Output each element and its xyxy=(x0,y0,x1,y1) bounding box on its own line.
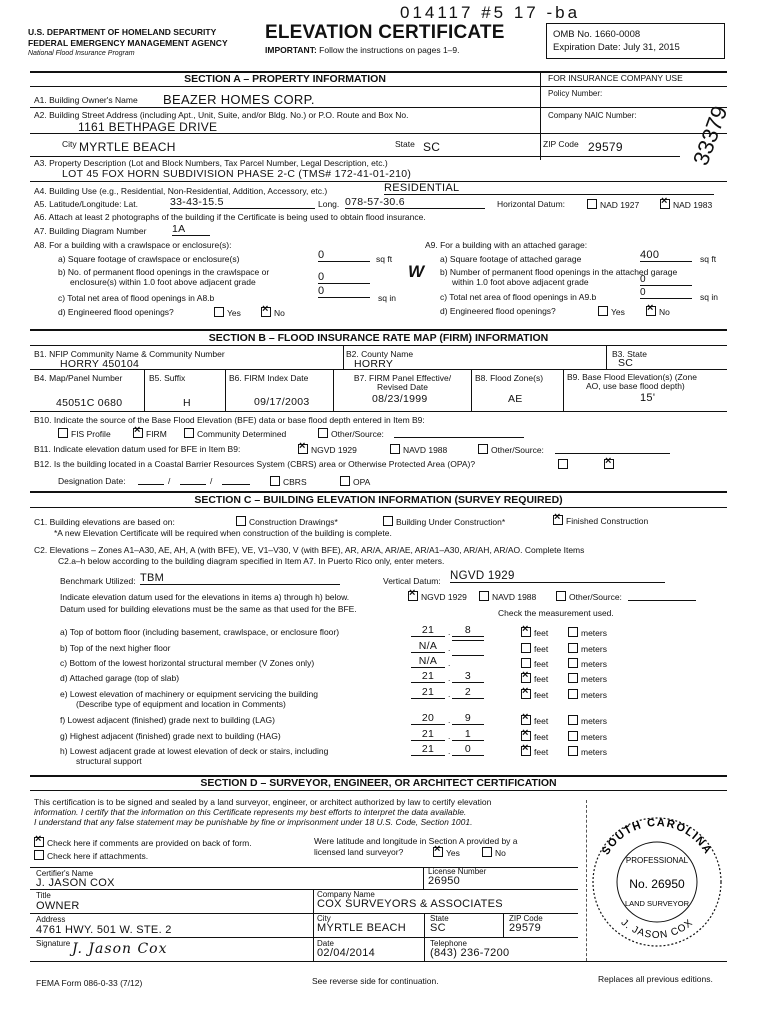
agency-line-1: U.S. DEPARTMENT OF HOMELAND SECURITY xyxy=(28,27,217,37)
naic-number-label: Company NAIC Number: xyxy=(548,111,637,120)
elevation-value-whole: 20 xyxy=(411,712,445,725)
a8c-unit: sq in xyxy=(378,293,396,303)
elevation-value-decimal: 1 xyxy=(452,728,484,741)
license-number: 26950 xyxy=(428,875,461,887)
a3-label: A3. Property Description (Lot and Block Numbers, Tax Parcel Number, Legal Description, etc.) xyxy=(34,158,388,168)
b9-label-2: AO, use base flood depth) xyxy=(586,381,685,391)
unit-meters-option[interactable]: meters xyxy=(568,731,607,742)
a1-owner-name: BEAZER HOMES CORP. xyxy=(163,92,315,107)
agency-line-3: National Flood Insurance Program xyxy=(28,50,135,57)
elevation-value-decimal: 8 xyxy=(452,624,484,637)
b3-state: SC xyxy=(618,357,634,369)
c2-other-option[interactable]: Other/Source: xyxy=(556,591,622,602)
a9-label: A9. For a building with an attached garage: xyxy=(425,240,588,250)
seal-bottom-1: LAND SURVEYOR xyxy=(624,899,690,908)
city-label: City xyxy=(62,139,77,149)
b6-firm-index-date: 09/17/2003 xyxy=(254,396,310,408)
company-label: Company Name xyxy=(317,890,375,899)
seal-box xyxy=(586,800,727,961)
b7-label-2: Revised Date xyxy=(376,382,429,392)
elevation-row-label: c) Bottom of the lowest horizontal structural member (V Zones only) xyxy=(60,658,315,668)
b3-label: B3. State xyxy=(612,349,647,359)
a4-label: A4. Building Use (e.g., Residential, Non-Residential, Addition, Accessory, etc.) xyxy=(34,186,328,196)
d-state-value: SC xyxy=(430,922,446,934)
b5-label: B5. Suffix xyxy=(149,373,186,383)
c2-label-2: C2.a–h below according to the building diagram specified in Item A7. In Puerto Rico only, enter meters. xyxy=(58,556,445,566)
b10-label: B10. Indicate the source of the Base Flood Elevation (BFE) data or base flood depth entered in Item B9: xyxy=(34,415,425,425)
a2-label: A2. Building Street Address (including Apt., Unit, Suite, and/or Bldg. No.) or P.O. Route and Box No. xyxy=(34,110,409,120)
elevation-row-label: a) Top of bottom floor (including basement, crawlspace, or enclosure floor) xyxy=(60,627,340,637)
handwritten-reference: 014117 #5 17 -ba xyxy=(400,3,581,22)
license-label: License Number xyxy=(428,867,487,876)
cert-para-2: information. I certify that the information on this Certificate represents my best efforts to interpret the data available. xyxy=(34,807,467,817)
check-measurement: Check the measurement used. xyxy=(498,608,614,618)
b11-label: B11. Indicate elevation datum used for BFE in Item B9: xyxy=(34,444,241,454)
section-d-title: SECTION D – SURVEYOR, ENGINEER, OR ARCHITECT CERTIFICATION xyxy=(200,777,557,789)
unit-feet-option[interactable]: feet xyxy=(521,643,548,654)
b11-ngvd-option[interactable]: × NGVD 1929 xyxy=(298,444,357,455)
important-note: IMPORTANT: Follow the instructions on pages 1–9. xyxy=(265,45,460,55)
elevation-value-whole: 21 xyxy=(411,624,445,637)
unit-feet-option[interactable]: × feet xyxy=(521,673,548,684)
form-number: FEMA Form 086-0-33 (7/12) xyxy=(36,978,143,988)
unit-meters-option[interactable]: meters xyxy=(568,627,607,638)
horizontal-datum-label: Horizontal Datum: xyxy=(497,199,566,209)
a8b-label-2: enclosure(s) within 1.0 foot above adjacent grade xyxy=(70,277,256,287)
elevation-value-whole: 21 xyxy=(411,670,445,683)
opa-option[interactable]: OPA xyxy=(340,476,370,487)
b4-label: B4. Map/Panel Number xyxy=(34,373,123,383)
signature: J. Jason Cox xyxy=(72,941,168,957)
date-value: 02/04/2014 xyxy=(317,947,376,959)
state-label: State xyxy=(395,139,415,149)
a8a-unit: sq ft xyxy=(376,254,393,264)
a9a-value: 400 xyxy=(640,249,692,262)
elevation-row-label: f) Lowest adjacent (finished) grade next to building (LAG) xyxy=(60,715,275,725)
b8-flood-zone: AE xyxy=(508,393,523,405)
benchmark-label: Benchmark Utilized: xyxy=(60,576,136,586)
a8-label: A8. For a building with a crawlspace or enclosure(s): xyxy=(34,240,232,250)
unit-feet-option[interactable]: × feet xyxy=(521,689,548,700)
unit-meters-option[interactable]: meters xyxy=(568,715,607,726)
seal-top-text: SOUTH CAROLINA xyxy=(599,816,715,858)
policy-number-label: Policy Number: xyxy=(548,89,603,98)
elevation-row-label: g) Highest adjacent (finished) grade next to building (HAG) xyxy=(60,731,281,741)
a7-diagram-number: 1A xyxy=(172,223,210,236)
elevation-value-decimal: 9 xyxy=(452,712,484,725)
unit-feet-option[interactable]: × feet xyxy=(521,715,548,726)
svg-text:J. JASON COX xyxy=(619,917,696,941)
elevation-row-label: b) Top of the next higher floor xyxy=(60,643,171,653)
unit-meters-option[interactable]: meters xyxy=(568,673,607,684)
unit-feet-option[interactable]: × feet xyxy=(521,731,548,742)
d-city-value: MYRTLE BEACH xyxy=(317,922,406,934)
elevation-value-decimal: 3 xyxy=(452,670,484,683)
company-name: COX SURVEYORS & ASSOCIATES xyxy=(317,898,503,910)
svg-text:SOUTH CAROLINA xyxy=(600,817,714,857)
c1-under-construction[interactable]: Building Under Construction* xyxy=(383,516,505,527)
a7-label: A7. Building Diagram Number xyxy=(34,226,147,236)
comments-check[interactable]: ×Check here if comments are provided on back of form. xyxy=(34,837,252,848)
b1-label: B1. NFIP Community Name & Community Number xyxy=(34,349,225,359)
continuation-note: See reverse side for continuation. xyxy=(312,976,439,986)
city-value: MYRTLE BEACH xyxy=(79,140,176,154)
a8b-label-1: b) No. of permanent flood openings in the crawlspace or xyxy=(58,267,270,277)
section-c-title: SECTION C – BUILDING ELEVATION INFORMATION (SURVEY REQUIRED) xyxy=(194,494,563,506)
b10-community-option[interactable]: Community Determined xyxy=(184,428,286,439)
a9b-label-2: within 1.0 foot above adjacent grade xyxy=(452,277,589,287)
a4-building-use: RESIDENTIAL xyxy=(384,182,714,195)
handwritten-w: W xyxy=(408,262,425,281)
b10-fis-option[interactable]: FIS Profile xyxy=(58,428,111,439)
unit-meters-option[interactable]: meters xyxy=(568,643,607,654)
c2-label-1: C2. Elevations – Zones A1–A30, AE, AH, A (with BFE), VE, V1–V30, V (with BFE), AR, AR/A, AR/AE, AR/A1–A30, AR/AH, AR/AO. Complete Items xyxy=(34,545,585,555)
b11-navd-option[interactable]: NAVD 1988 xyxy=(390,444,447,455)
elevation-value-whole: 21 xyxy=(411,686,445,699)
c2-datum-indicate: Indicate elevation datum used for the elevations in items a) through h) below. xyxy=(60,592,350,602)
a8b-value: 0 xyxy=(318,271,370,284)
elevation-row-label-2: structural support xyxy=(76,756,142,766)
d-zip-label: ZIP Code xyxy=(509,914,543,923)
a5-label: A5. Latitude/Longitude: Lat. xyxy=(34,199,138,209)
page-title: ELEVATION CERTIFICATE xyxy=(265,22,505,43)
b2-label: B2. County Name xyxy=(346,349,414,359)
b4-map-panel: 45051C 0680 xyxy=(56,397,123,409)
b9-label-1: B9. Base Flood Elevation(s) (Zone xyxy=(567,372,697,382)
state-value: SC xyxy=(423,140,441,154)
elevation-value-whole: 21 xyxy=(411,728,445,741)
certifier-label: Certifier's Name xyxy=(36,869,94,878)
a9b-value: 0 xyxy=(640,274,692,286)
unit-meters-option[interactable]: meters xyxy=(568,658,607,669)
a8d-yes[interactable]: Yes xyxy=(214,307,241,318)
zip-label: ZIP Code xyxy=(543,139,579,149)
c1-finished-construction[interactable]: × Finished Construction xyxy=(553,515,648,526)
c1-construction-drawings[interactable]: Construction Drawings* xyxy=(236,516,338,527)
handwritten-margin-number: 33379 xyxy=(688,102,733,169)
a8a-value: 0 xyxy=(318,249,370,262)
unit-feet-option[interactable]: × feet xyxy=(521,627,548,638)
vertical-datum-value: NGVD 1929 xyxy=(450,570,665,583)
seal-mid-text: PROFESSIONAL xyxy=(625,856,689,865)
certifier-title: OWNER xyxy=(36,900,80,912)
latlong-no[interactable]: No xyxy=(482,847,506,858)
a9c-label: c) Total net area of flood openings in A9.b xyxy=(440,292,597,302)
vertical-datum-label: Vertical Datum: xyxy=(383,576,441,586)
a9c-value: 0 xyxy=(640,287,692,299)
elevation-row-label: h) Lowest adjacent grade at lowest elevation of deck or stairs, including xyxy=(60,746,329,756)
telephone-value: (843) 236-7200 xyxy=(430,947,510,959)
unit-meters-option[interactable]: meters xyxy=(568,689,607,700)
cbrs-option[interactable]: CBRS xyxy=(270,476,307,487)
b7-label-1: B7. FIRM Panel Effective/ xyxy=(353,373,452,383)
attachments-check[interactable]: Check here if attachments. xyxy=(34,850,148,861)
replaces-note: Replaces all previous editions. xyxy=(598,974,713,984)
b11-other-option[interactable]: Other/Source: xyxy=(478,444,544,455)
latlong-yes[interactable]: × Yes xyxy=(433,847,460,858)
d-city-label: City xyxy=(317,914,331,923)
c2-ngvd-option[interactable]: × NGVD 1929 xyxy=(408,591,467,602)
telephone-label: Telephone xyxy=(430,939,467,948)
d-zip-value: 29579 xyxy=(509,922,542,934)
a9d-yes[interactable]: Yes xyxy=(598,306,625,317)
cert-para-1: This certification is to be signed and sealed by a land surveyor, engineer, or architect authorized by law to certify elevation xyxy=(34,797,492,807)
latlong-question-2: licensed land surveyor? xyxy=(314,847,404,857)
a5-long-label: Long. xyxy=(318,199,340,209)
c2-navd-option[interactable]: NAVD 1988 xyxy=(479,591,536,602)
a5-longitude: 078-57-30.6 xyxy=(345,196,485,209)
title-label: Title xyxy=(36,891,51,900)
a9a-unit: sq ft xyxy=(700,254,717,264)
seal-number: No. 26950 xyxy=(629,877,685,891)
section-a-title: SECTION A – PROPERTY INFORMATION xyxy=(184,73,386,85)
insurance-box-title: FOR INSURANCE COMPANY USE xyxy=(548,73,683,83)
designation-date-label: Designation Date: xyxy=(58,476,126,486)
a9d-no[interactable]: × No xyxy=(646,306,670,317)
b6-label: B6. FIRM Index Date xyxy=(229,373,309,383)
elevation-value-decimal: 2 xyxy=(452,686,484,699)
b10-other-option[interactable]: Other/Source: xyxy=(318,428,384,439)
elevation-row-label: e) Lowest elevation of machinery or equipment servicing the building xyxy=(60,689,318,699)
c1-note: *A new Elevation Certificate will be required when construction of the building is complete. xyxy=(54,528,392,538)
a5-latitude: 33-43-15.5 xyxy=(170,196,315,209)
a1-label: A1. Building Owner's Name xyxy=(34,95,138,105)
c1-label: C1. Building elevations are based on: xyxy=(34,517,175,527)
cert-para-3: I understand that any false statement may be punishable by fine or imprisonment under 18 U.S. Code, Section 1001. xyxy=(34,817,473,827)
unit-feet-option[interactable]: feet xyxy=(521,658,548,669)
a8c-value: 0 xyxy=(318,285,370,298)
unit-feet-option[interactable]: × feet xyxy=(521,746,548,757)
b8-label: B8. Flood Zone(s) xyxy=(475,373,544,383)
signature-label: Signature xyxy=(36,939,71,948)
d-state-label: State xyxy=(430,914,449,923)
a9d-label: d) Engineered flood openings? xyxy=(440,306,556,316)
b10-firm-option[interactable]: × FIRM xyxy=(133,428,167,439)
nad-1983-option[interactable]: × NAD 1983 xyxy=(660,199,712,210)
nad-1927-option[interactable]: NAD 1927 xyxy=(587,199,639,210)
a6-label: A6. Attach at least 2 photographs of the building if the Certificate is being used to obtain flood insurance. xyxy=(34,212,426,222)
elevation-value-decimal: 0 xyxy=(452,743,484,756)
omb-box: OMB No. 1660-0008 Expiration Date: July 31, 2015 xyxy=(546,23,725,59)
b12-no[interactable] xyxy=(604,459,617,470)
a8d-label: d) Engineered flood openings? xyxy=(58,307,174,317)
zip-value: 29579 xyxy=(588,140,623,154)
section-b-title: SECTION B – FLOOD INSURANCE RATE MAP (FIRM) INFORMATION xyxy=(208,332,549,344)
a2-street-address: 1161 BETHPAGE DRIVE xyxy=(78,120,218,134)
seal-bottom-2: J. JASON COX xyxy=(618,917,696,942)
address-value: 4761 HWY. 501 W. STE. 2 xyxy=(36,924,172,936)
a9c-unit: sq in xyxy=(700,292,718,302)
certifier-name: J. JASON COX xyxy=(36,877,115,889)
a8c-label: c) Total net area of flood openings in A8.b xyxy=(58,293,215,303)
c2-datum-note: Datum used for building elevations must be the same as that used for the BFE. xyxy=(60,604,357,614)
b12-label: B12. Is the building located in a Coastal Barrier Resources System (CBRS) area or Otherwise Protected Area (OPA)? xyxy=(34,459,476,469)
a9b-label-1: b) Number of permanent flood openings in the attached garage xyxy=(440,267,678,277)
a3-property-description: LOT 45 FOX HORN SUBDIVISION PHASE 2-C (TMS# 172-41-01-210) xyxy=(62,168,412,180)
elevation-row-label-2: (Describe type of equipment and location in Comments) xyxy=(76,699,286,709)
b9-bfe: 15' xyxy=(640,392,656,404)
elevation-value-whole: N/A xyxy=(411,655,445,668)
unit-meters-option[interactable]: meters xyxy=(568,746,607,757)
b7-panel-date: 08/23/1999 xyxy=(372,393,428,405)
b2-county: HORRY xyxy=(354,358,394,370)
b1-community: HORRY 450104 xyxy=(60,358,140,370)
elevation-value-decimal xyxy=(452,655,484,656)
a8d-no[interactable]: × No xyxy=(261,307,285,318)
surveyor-seal xyxy=(587,800,727,961)
b5-suffix: H xyxy=(183,397,191,409)
date-label: Date xyxy=(317,939,334,948)
elevation-row-label: d) Attached garage (top of slab) xyxy=(60,673,180,683)
latlong-question-1: Were latitude and longitude in Section A provided by a xyxy=(314,836,518,846)
address-label: Address xyxy=(36,915,66,924)
a8a-label: a) Square footage of crawlspace or enclosure(s) xyxy=(58,254,240,264)
elevation-value-decimal xyxy=(452,640,484,641)
a9a-label: a) Square footage of attached garage xyxy=(440,254,582,264)
b12-yes[interactable] xyxy=(558,459,571,470)
agency-line-2: FEDERAL EMERGENCY MANAGEMENT AGENCY xyxy=(28,38,228,48)
elevation-value-whole: 21 xyxy=(411,743,445,756)
benchmark-value: TBM xyxy=(140,572,340,585)
elevation-value-whole: N/A xyxy=(411,640,445,653)
